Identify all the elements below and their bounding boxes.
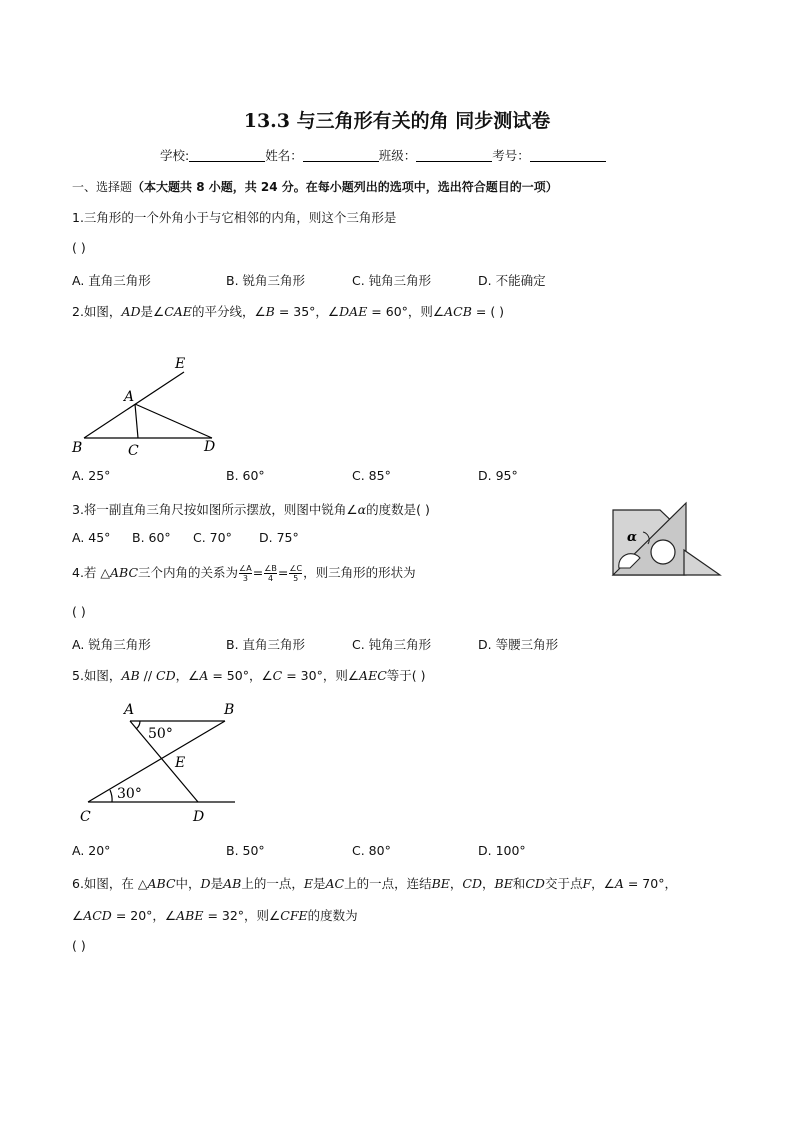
q1-option-c[interactable]: C. 钝角三角形 (352, 273, 432, 288)
q2-label-a: A (124, 389, 135, 405)
q5-angle-50: 50° (148, 726, 173, 742)
q1-option-d[interactable]: D. 不能确定 (478, 273, 546, 288)
q2-option-b[interactable]: B. 60° (226, 468, 265, 483)
q3-option-d[interactable]: D. 75° (259, 530, 299, 545)
q3-option-b[interactable]: B. 60° (132, 530, 171, 545)
q4-frac-b: $\frac{\angle B}{4}$ (264, 564, 277, 583)
q5-option-b[interactable]: B. 50° (226, 843, 265, 858)
class-label: 班级： (378, 148, 417, 163)
q3-option-a[interactable]: A. 45° (72, 530, 111, 545)
q6-stem-line1: 6.如图，在 △ABC中，D是AB上的一点，E是AC上的一点，连结BE，CD，BE和CD交于点F，∠A = 70°， (72, 876, 677, 891)
q5-label-e: E (175, 755, 186, 771)
q3-stem: 3.将一副直角三角尺按如图所示摆放，则图中锐角∠α的度数是( ) (72, 502, 430, 517)
q4-option-b[interactable]: B. 直角三角形 (226, 637, 306, 652)
q6-paren: ( ) (72, 938, 86, 953)
q5-option-a[interactable]: A. 20° (72, 843, 111, 858)
q1-paren: ( ) (72, 240, 86, 255)
school-label: 学校: (160, 148, 190, 163)
q4-frac-a: $\frac{\angle A}{3}$ (239, 564, 252, 583)
q2-label-d: D (204, 439, 216, 455)
q5-label-c: C (80, 809, 91, 825)
q4-option-d[interactable]: D. 等腰三角形 (478, 637, 559, 652)
q4-paren: ( ) (72, 604, 86, 619)
page-title: 13.3 与三角形有关的角 同步测试卷 (243, 110, 551, 132)
q2-label-e: E (175, 356, 186, 372)
q5-stem: 5.如图，AB // CD，∠A = 50°，∠C = 30°，则∠AEC等于( ) (72, 668, 426, 683)
q2-label-c: C (128, 443, 139, 459)
exam-no-label: 考号： (492, 148, 530, 163)
q5-angle-30: 30° (117, 786, 142, 802)
q2-label-b: B (72, 440, 83, 456)
q5-option-d[interactable]: D. 100° (478, 843, 526, 858)
q2-stem: 2.如图，AD是∠CAE的平分线，∠B = 35°，∠DAE = 60°，则∠ACB = ( ) (72, 304, 505, 319)
q5-label-d: D (193, 809, 205, 825)
q3-option-c[interactable]: C. 70° (193, 530, 232, 545)
q6-stem-line2: ∠ACD = 20°，∠ABE = 32°，则∠CFE的度数为 (72, 908, 358, 923)
q2-option-a[interactable]: A. 25° (72, 468, 111, 483)
q4-option-a[interactable]: A. 锐角三角形 (72, 637, 151, 652)
name-label: 姓名： (265, 148, 303, 163)
q1-option-b[interactable]: B. 锐角三角形 (226, 273, 306, 288)
q2-option-d[interactable]: D. 95° (478, 468, 518, 483)
q5-label-b: B (224, 702, 235, 718)
q1-option-a[interactable]: A. 直角三角形 (72, 273, 151, 288)
q1-stem: 1.三角形的一个外角小于与它相邻的内角，则这个三角形是 (72, 210, 397, 225)
q5-label-a: A (124, 702, 135, 718)
q4-stem: 4.若 △ABC三个内角的关系为 $\frac{\angle A}{3}$ = $\frac{\angle B}{4}$ = $\frac{\angle C}{5}$ ，则三角形的形状为 (72, 564, 416, 583)
section-detail: （本大题共 8 小题，共 24 分。在每小题列出的选项中，选出符合题目的一项） (132, 180, 558, 194)
q3-alpha-label: α (627, 530, 638, 545)
section-title: 一、选择题 (72, 180, 133, 194)
q4-option-c[interactable]: C. 钝角三角形 (352, 637, 432, 652)
q5-option-c[interactable]: C. 80° (352, 843, 391, 858)
q4-frac-c: $\frac{\angle C}{5}$ (289, 564, 303, 583)
q2-option-c[interactable]: C. 85° (352, 468, 391, 483)
